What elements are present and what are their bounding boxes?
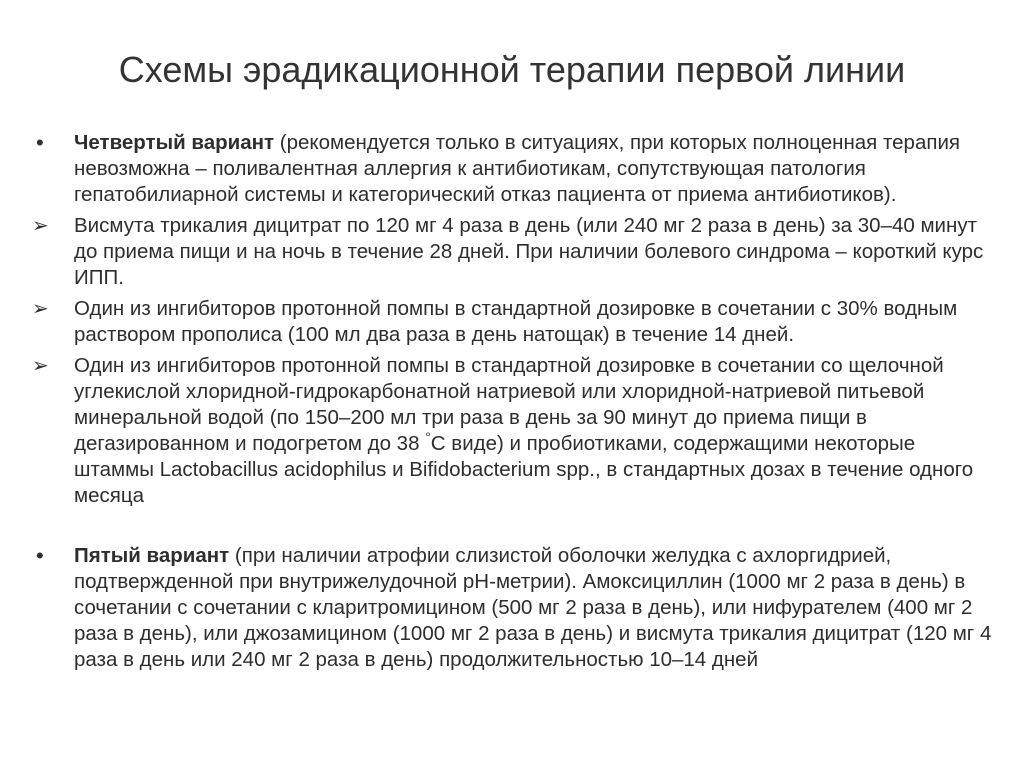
list-item-propolis-regimen	[32, 296, 992, 348]
propolis-regimen-text: Один из ингибиторов протонной помпы в стандартной дозировке в сочетании с 30% водным раствором прополиса (100 мл два раза в день натощак) в течение 14 дней.	[74, 297, 958, 346]
list-item-bismuth-regimen	[32, 213, 992, 291]
list-item-variant-4	[32, 130, 992, 208]
arrow-bullet-icon: ➢	[32, 215, 49, 237]
section-spacer	[32, 514, 992, 543]
variant-4-heading: Четвертый вариант	[74, 131, 275, 154]
arrow-bullet-icon: ➢	[32, 355, 49, 377]
variant-5-heading: Пятый вариант	[74, 544, 230, 567]
mineral-water-text-part1: Один из ингибиторов протонной помпы в стандартной дозировке в сочетании со щелочной углекислой хлоридной-гидрокарбонатной натриевой или хлоридной-натриевой питьевой минеральной водой (по 150–200 мл три раза в день за 90 минут до приема пищи в дегазированном и подогретом до 38	[74, 354, 944, 455]
variant-5-text: (при наличии атрофии слизистой оболочки желудка с ахлоргидрией, подтвержденной при внутрижелудочной pH-метрии). Амоксициллин (1000 мг 2 раза в день) в сочетании с сочетании с кларитромицином (500 мг 2 раза в день), или нифурателем (400 мг 2 раза в день), или джозамицином (1000 мг 2 раза в день) и висмута трикалия дицитрат (120 мг 4 раза в день или 240 мг 2 раза в день) продолжительностью 10–14 дней	[74, 544, 992, 671]
degree-sign: °	[425, 429, 431, 446]
variant-4-text: (рекомендуется только в ситуациях, при которых полноценная терапия невозможна – поливалентная аллергия к антибиотикам, сопутствующая патология гепатобилиарной системы и категорический отказ пациента от приема антибиотиков).	[74, 131, 960, 206]
mineral-water-text-part2: C виде) и пробиотиками, содержащими некоторые штаммы Lactobacillus acidophilus и Bifidobacterium spp., в стандартных дозах в течение одного месяца	[74, 432, 974, 507]
bullet-marker: •	[36, 130, 44, 155]
arrow-bullet-icon: ➢	[32, 298, 49, 320]
bismuth-regimen-text: Висмута трикалия дицитрат по 120 мг 4 раза в день (или 240 мг 2 раза в день) за 30–40 минут до приема пищи и на ночь в течение 28 дней. При наличии болевого синдрома – короткий курс ИПП.	[74, 214, 984, 289]
bullet-marker: •	[36, 543, 44, 568]
list-item-variant-5	[32, 543, 992, 673]
list-item-mineral-water-regimen	[32, 353, 992, 509]
slide-title: Схемы эрадикационной терапии первой линии	[118, 49, 906, 90]
bullet-list	[32, 130, 992, 678]
